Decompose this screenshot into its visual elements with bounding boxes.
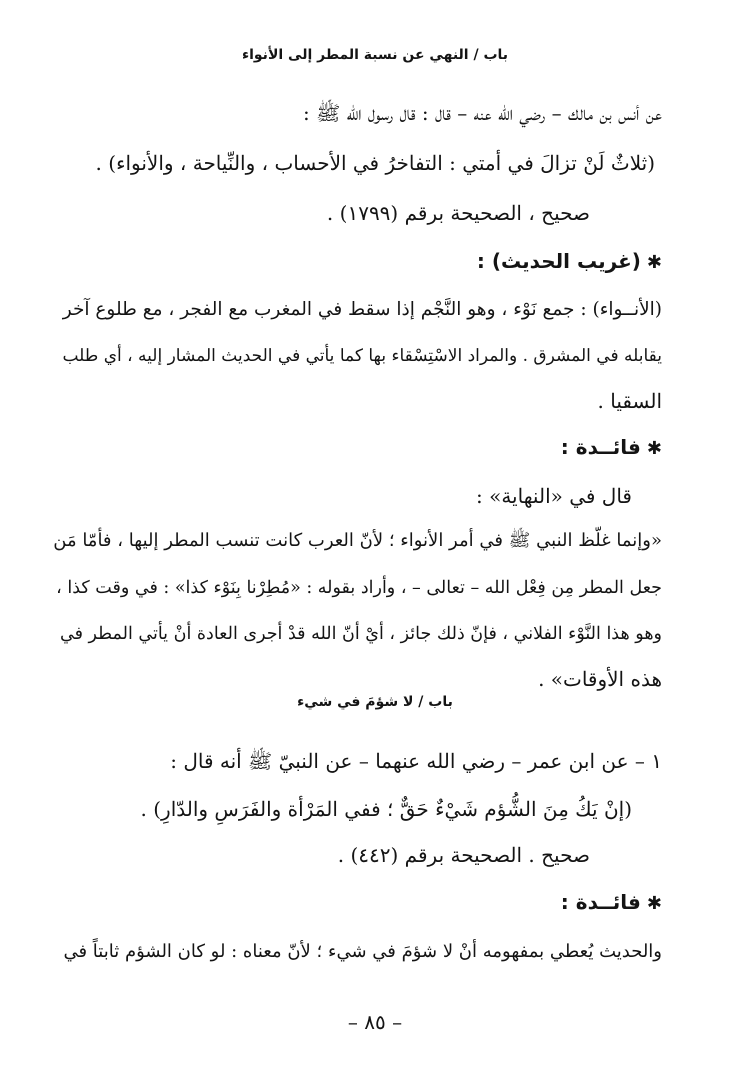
gharib-heading-text: (غريب الحديث) :	[476, 249, 641, 273]
faida-line-3: جعل المطر مِن فِعْل الله – تعالى – ، وأراد بقوله : «مُطِرْنا بِنَوْء كذا» : في وقت كذا ،	[56, 578, 662, 598]
faida-2-line-1: والحديث يُعطي بمفهومه أنْ لا شؤمَ في شيء ؛ لأنّ معناه : لو كان الشؤم ثابتاً في	[63, 941, 662, 962]
hadith-grading: صحيح ، الصحيحة برقم (١٧٩٩) .	[326, 201, 590, 225]
hadith-2-grading: صحيح . الصحيحة برقم (٤٤٢) .	[337, 843, 590, 867]
faida-heading-2	[561, 887, 662, 919]
faida-line-2: «وإنما غلّظ النبي ﷺ في أمر الأنواء ؛ لأنّ العرب كانت تنسب المطر إليها ، فأمّا مَن	[53, 530, 662, 551]
faida-heading-1	[561, 432, 662, 464]
faida-heading-1-text: فائــدة :	[560, 435, 641, 459]
faida-line-4: وهو هذا النَّوْء الفلاني ، فإنّ ذلك جائز ، أيْ أنّ الله قدْ أجرى العادة أنْ يأتي المطر في	[59, 624, 662, 644]
faida-line-5: هذه الأوقات» .	[538, 667, 662, 691]
gharib-line-3: السقيا .	[597, 389, 662, 413]
gharib-line-2: يقابله في المشرق . والمراد الاسْتِسْقاء بها كما يأتي في الحديث المشار إليه ، أي طلب	[62, 346, 662, 366]
hadith-2-matn: (إنْ يَكُ مِنَ الشُّؤم شَيْءٌ حَقٌّ ؛ ففي المَرْأة والفَرَسِ والدّارِ) .	[140, 797, 632, 821]
chapter-title-anwa: باب / النهي عن نسبة المطر إلى الأنواء	[241, 47, 509, 63]
chapter-title-shoum: باب / لا شؤمَ في شيء	[297, 694, 453, 710]
faida-heading-2-text: فائــدة :	[560, 890, 641, 914]
page-number: – ٨٥ –	[347, 1010, 403, 1034]
faida-line-1: قال في «النهاية» :	[476, 484, 632, 508]
gharib-heading	[477, 246, 662, 278]
gharib-line-1: (الأنــواء) : جمع نَوْء ، وهو النَّجْم إذا سقط في المغرب مع الفجر ، مع طلوع آخر	[62, 299, 662, 320]
asterisk-icon: ✱	[646, 252, 662, 273]
hadith-isnad: عن أنس بن مالك – رضي الله عنه – قال : قال رسول الله ﷺ :	[302, 101, 662, 125]
asterisk-icon: ✱	[646, 438, 662, 459]
hadith-2-isnad: ١ – عن ابن عمر – رضي الله عنهما – عن النبيّ ﷺ أنه قال :	[170, 749, 662, 773]
asterisk-icon: ✱	[646, 893, 662, 914]
hadith-matn: (ثلاثٌ لَنْ تزالَ في أمتي : التفاخرُ في الأحساب ، والنِّياحة ، والأنواء) .	[95, 151, 655, 175]
